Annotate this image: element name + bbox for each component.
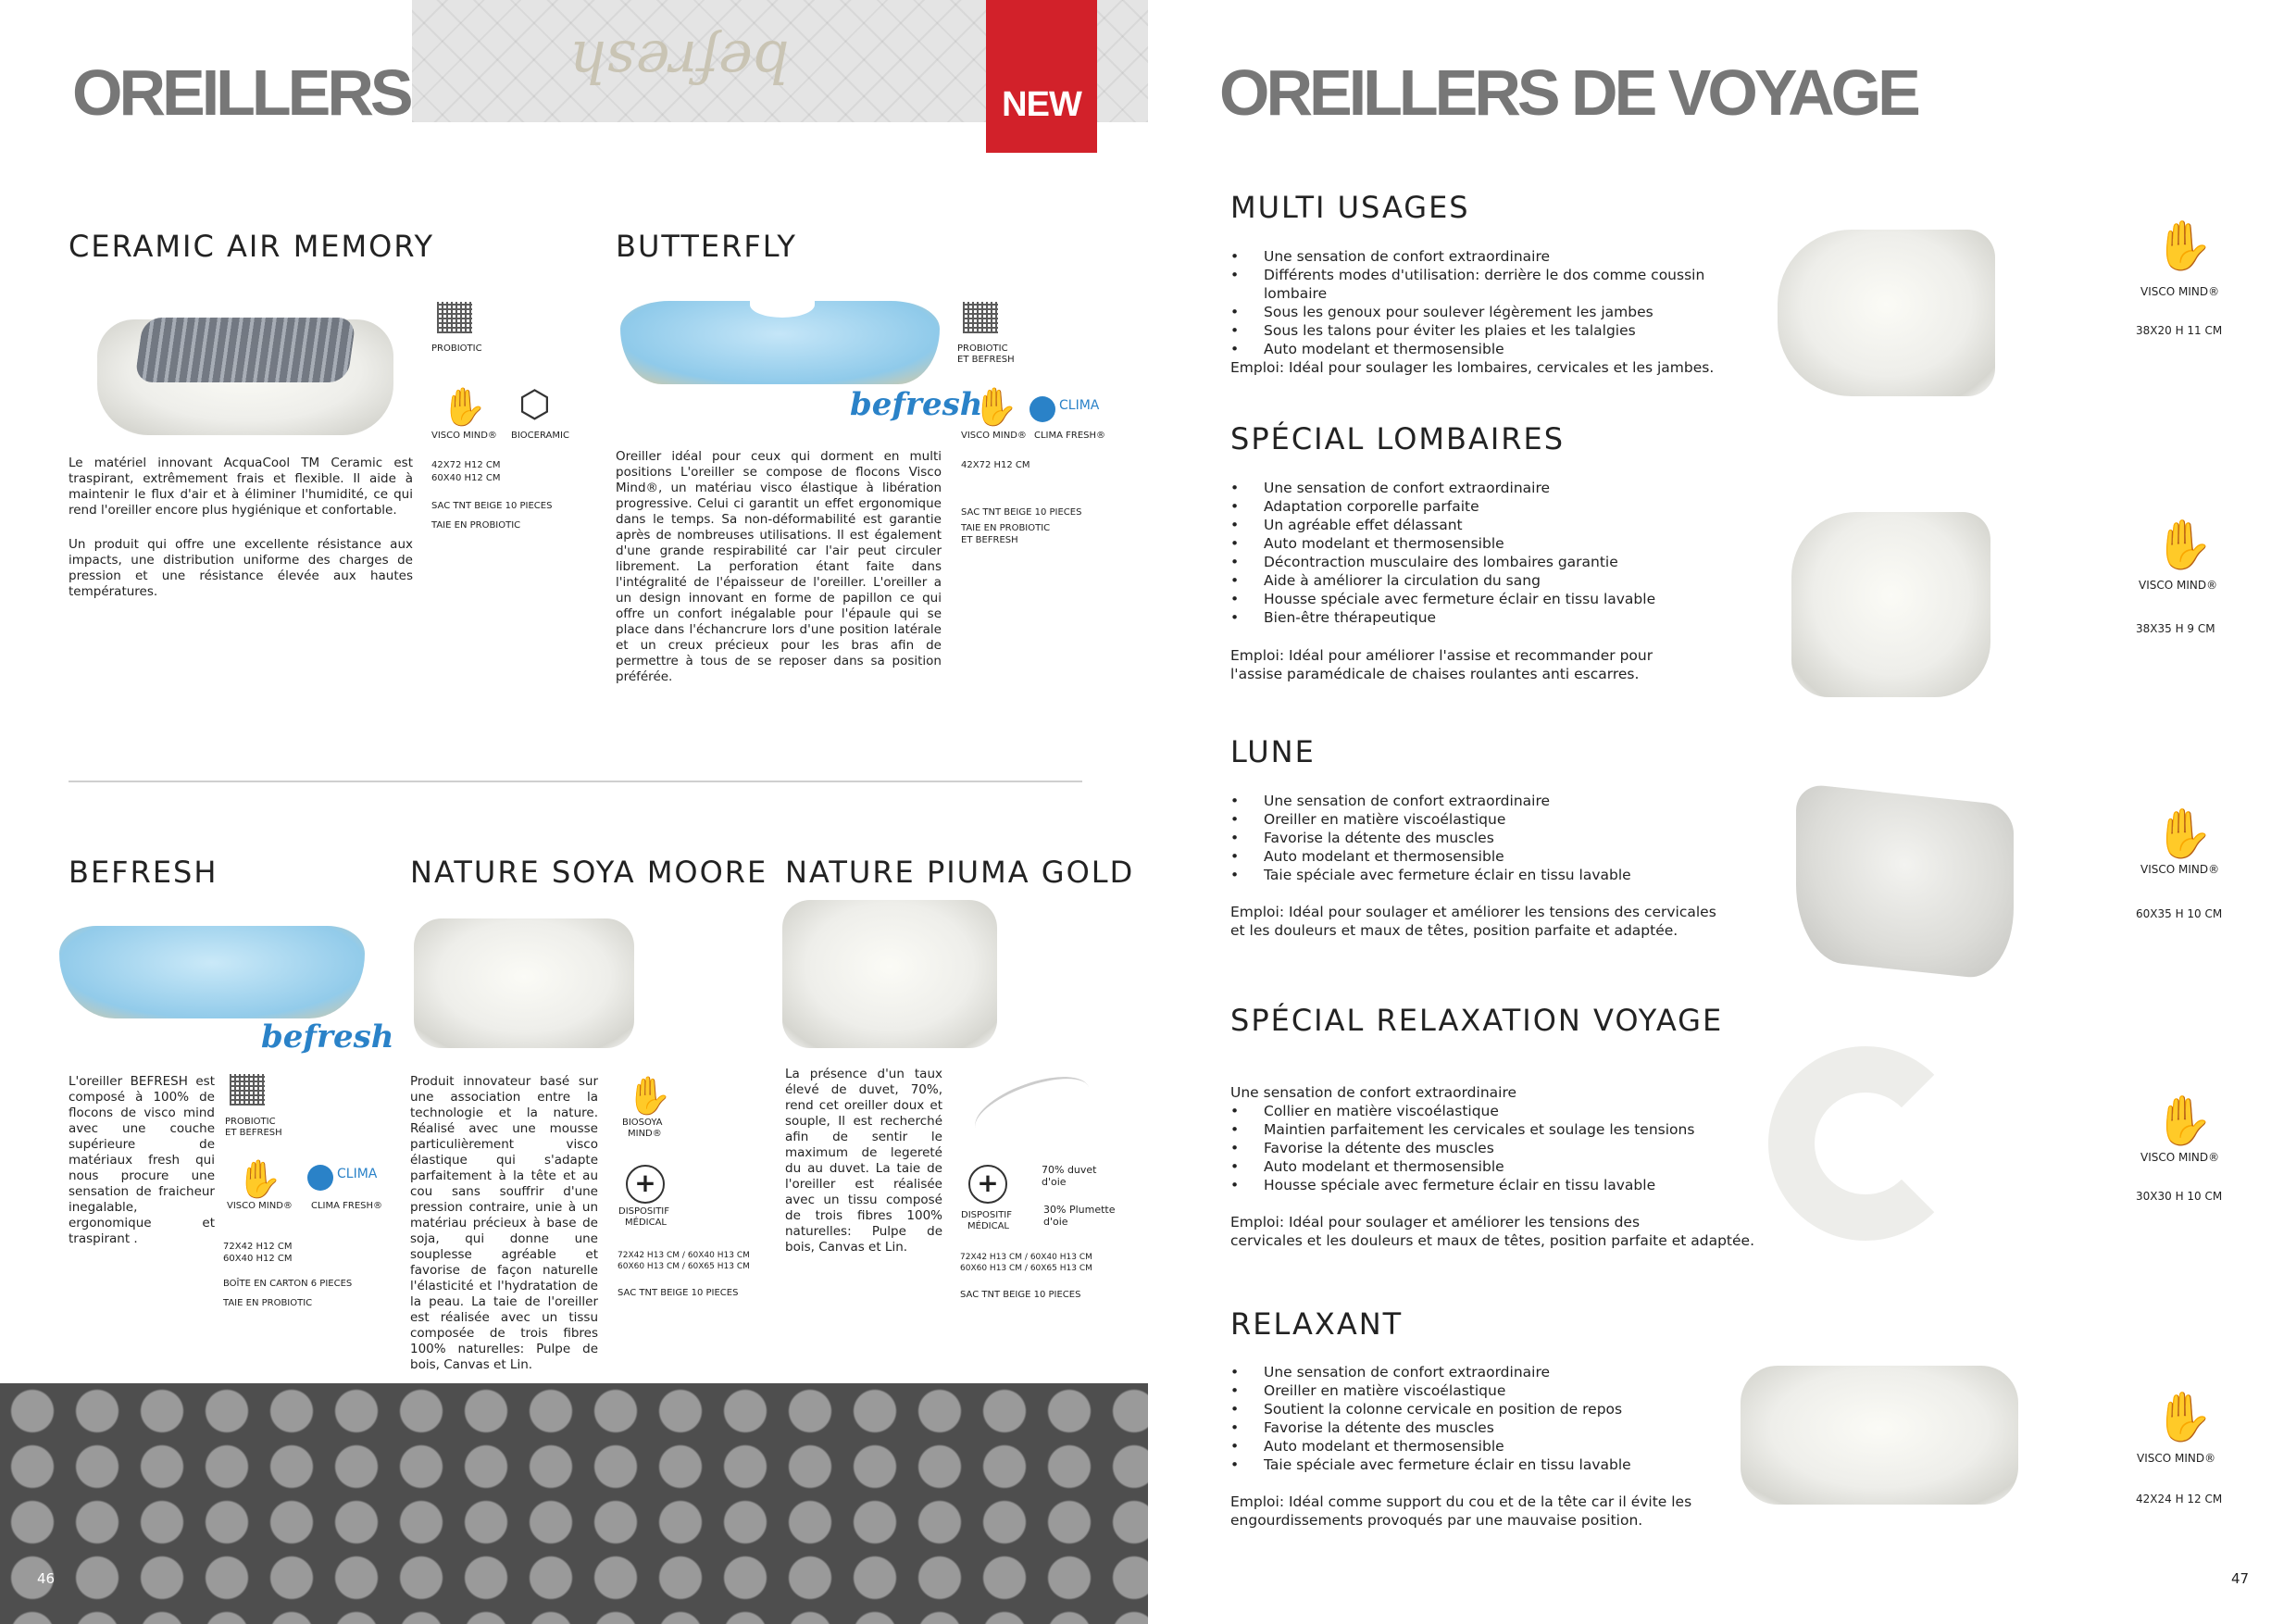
bullet-item: • Oreiller en matière viscoélastique: [1230, 1381, 1749, 1400]
bullet-item: • Un agréable effet délassant: [1230, 516, 1749, 534]
section-divider: [69, 781, 1082, 782]
feature-label-visco: VISCO MIND®: [2140, 863, 2220, 876]
bullet-list: [1230, 247, 1749, 358]
feature-label-dispositif: DISPOSITIF: [961, 1210, 1013, 1220]
right-page: [1148, 0, 2296, 1624]
hand-icon: ✋: [236, 1158, 282, 1201]
climafresh-logo-text: CLIMA: [337, 1167, 378, 1181]
feature-label-duvet: 70% duvet: [1042, 1164, 1097, 1176]
hand-icon: ✋: [2153, 1390, 2214, 1445]
bullet-item: • Auto modelant et thermosensible: [1230, 1437, 1749, 1455]
product-title-befresh: BEFRESH: [69, 855, 218, 890]
feather-icon: [967, 1064, 1097, 1151]
hand-icon: ✋: [2153, 806, 2214, 862]
product-title-relaxation: SPÉCIAL RELAXATION VOYAGE: [1230, 1003, 1724, 1038]
feature-label-climafresh: CLIMA FRESH®: [1034, 431, 1106, 441]
emploi-text: engourdissements provoqués par une mauvaise position.: [1230, 1512, 1643, 1529]
size-label: 72X42 H13 CM / 60X40 H13 CM: [618, 1251, 750, 1260]
bullet-item: • Sous les talons pour éviter les plaies et les talalgies: [1230, 321, 1749, 340]
size-label: 60X40 H12 CM: [431, 473, 501, 483]
bullet-item: • Soutient la colonne cervicale en position de repos: [1230, 1400, 1749, 1418]
feature-label-befresh: ET BEFRESH: [957, 355, 1015, 365]
pillow-image-neck: [1768, 1037, 1972, 1250]
hand-icon: ✋: [2153, 518, 2214, 573]
size-label: 42X72 H12 CM: [961, 460, 1030, 470]
feature-label-dispositif: DISPOSITIF: [618, 1206, 670, 1217]
bullet-item: • Housse spéciale avec fermeture éclair en tissu lavable: [1230, 590, 1749, 608]
hand-icon: ✋: [2153, 1093, 2214, 1149]
bullet-item: • Une sensation de confort extraordinaire: [1230, 1363, 1749, 1381]
quilt-brand-text: befresh: [569, 28, 790, 95]
bullet-item: • Une sensation de confort extraordinaire: [1230, 479, 1749, 497]
emploi-text: Emploi: Idéal pour soulager et améliorer les tensions des: [1230, 1214, 1641, 1230]
page-number: 46: [37, 1570, 56, 1587]
pack-label: SAC TNT BEIGE 10 PIECES: [431, 501, 553, 511]
medical-cross-icon: +: [626, 1165, 665, 1204]
bullet-item: • Sous les genoux pour soulever légèrement les jambes: [1230, 303, 1749, 321]
quilt-texture-strip: [1097, 0, 1148, 122]
feature-label-climafresh: CLIMA FRESH®: [311, 1201, 383, 1211]
bullet-item: • Auto modelant et thermosensible: [1230, 1157, 1749, 1176]
size-label: 42X72 H12 CM: [431, 460, 501, 470]
feature-label-visco: VISCO MIND®: [961, 431, 1027, 441]
bullet-item: • Favorise la détente des muscles: [1230, 829, 1749, 847]
probiotic-icon: [437, 302, 472, 333]
hand-icon: ✋: [972, 386, 1018, 429]
feature-label-visco: VISCO MIND®: [2137, 1452, 2216, 1465]
pillow-image-soya: [414, 918, 634, 1048]
bullet-list: [1230, 1102, 1749, 1194]
size-label: 60X60 H13 CM / 60X65 H13 CM: [618, 1262, 750, 1271]
product-description-soya: Produit innovateur basé sur une association entre la technologie et la nature. Réalisé avec une mousse particulièrement visco élastique qui s'adapte parfaitement à la tête et au cou sans souffrir d'une pression contraire, unie à un matériau précieux à base de soja, qui donne une souplesse agréable et favorise de façon naturelle l'élasticité et l'hydratation de la peau. La taie de l'oreiller est réalisée avec un tissu composée de trois fibres 100% naturelles: Pulpe de bois, Canvas et Lin.: [410, 1074, 598, 1372]
befresh-logo: befresh: [261, 1018, 394, 1056]
feature-label-plumette-oie: d'oie: [1043, 1216, 1068, 1228]
emploi-text: Emploi: Idéal comme support du cou et de la tête car il évite les: [1230, 1493, 1692, 1510]
bullet-item: • Différents modes d'utilisation: derrière le dos comme coussin lombaire: [1230, 266, 1749, 303]
pack-label: SAC TNT BEIGE 10 PIECES: [961, 507, 1082, 518]
product-title-lombaires: SPÉCIAL LOMBAIRES: [1230, 421, 1566, 456]
product-title-lune: LUNE: [1230, 734, 1316, 769]
product-description-ceramic-2: Un produit qui offre une excellente résistance aux impacts, une distribution uniforme des charges de pression et une résistance élevée aux hautes températures.: [69, 537, 413, 599]
feature-label-visco: VISCO MIND®: [227, 1201, 293, 1211]
size-label: 60X35 H 10 CM: [2136, 907, 2223, 920]
emploi-text: Emploi: Idéal pour soulager et améliorer les tensions des cervicales: [1230, 904, 1716, 920]
size-label: 72X42 H12 CM: [223, 1242, 293, 1252]
befresh-logo: befresh: [850, 386, 983, 423]
product-title-butterfly: BUTTERFLY: [616, 229, 797, 264]
page-title-oreillers: OREILLERS: [72, 56, 410, 129]
pillow-image-multi: [1778, 230, 1995, 396]
bullet-item: • Auto modelant et thermosensible: [1230, 534, 1749, 553]
bullet-item: • Housse spéciale avec fermeture éclair en tissu lavable: [1230, 1176, 1749, 1194]
product-title-soya: NATURE SOYA MOORE: [410, 855, 768, 890]
climafresh-logo: [307, 1165, 333, 1191]
size-label: 38X35 H 9 CM: [2136, 622, 2215, 635]
probiotic-icon: [230, 1074, 265, 1106]
feature-label-medical: MÉDICAL: [967, 1221, 1009, 1231]
feature-label-duvet-oie: d'oie: [1042, 1176, 1067, 1188]
feature-label-probiotic: PROBIOTIC: [225, 1117, 276, 1127]
pack-label: TAIE EN PROBIOTIC: [431, 520, 521, 531]
pack-label: BOÎTE EN CARTON 6 PIECES: [223, 1279, 353, 1289]
size-label: 38X20 H 11 CM: [2136, 324, 2223, 337]
feature-label-probiotic: PROBIOTIC: [957, 344, 1008, 354]
feature-label-visco: VISCO MIND®: [431, 431, 497, 441]
size-label: 72X42 H13 CM / 60X40 H13 CM: [960, 1253, 1092, 1262]
new-badge: [986, 0, 1097, 153]
feature-label-befresh: ET BEFRESH: [225, 1128, 282, 1138]
bullet-item: • Maintien parfaitement les cervicales et soulage les tensions: [1230, 1120, 1749, 1139]
bullet-item: • Taie spéciale avec fermeture éclair en tissu lavable: [1230, 1455, 1749, 1474]
bullet-item: • Décontraction musculaire des lombaires garantie: [1230, 553, 1749, 571]
pack-label: ET BEFRESH: [961, 535, 1018, 545]
bullet-item: • Collier en matière viscoélastique: [1230, 1102, 1749, 1120]
bullet-item: • Oreiller en matière viscoélastique: [1230, 810, 1749, 829]
product-description-befresh: L'oreiller BEFRESH est composé à 100% de flocons de visco mind avec une couche supérieure de matériaux fresh qui nous procure une sensation de fraicheur inegalable, ergonomique et traspirant .: [69, 1074, 215, 1246]
pillow-image-ceramic: [97, 301, 393, 440]
bullet-item: • Adaptation corporelle parfaite: [1230, 497, 1749, 516]
pack-label: SAC TNT BEIGE 10 PIECES: [960, 1290, 1081, 1300]
hand-icon: ✋: [441, 386, 487, 429]
pack-label: SAC TNT BEIGE 10 PIECES: [618, 1288, 739, 1298]
size-label: 60X40 H12 CM: [223, 1254, 293, 1264]
hexagon-icon: ⬡: [518, 383, 551, 426]
emploi-text: l'assise paramédicale de chaises roulantes anti escarres.: [1230, 666, 1640, 682]
bullet-item: • Aide à améliorer la circulation du sang: [1230, 571, 1749, 590]
bullet-item: • Bien-être thérapeutique: [1230, 608, 1749, 627]
feature-label-plumette: 30% Plumette: [1043, 1204, 1116, 1216]
size-label: 30X30 H 10 CM: [2136, 1190, 2223, 1203]
size-label: 42X24 H 12 CM: [2136, 1493, 2223, 1505]
page-number: 47: [2231, 1570, 2250, 1587]
climafresh-logo-text: CLIMA: [1059, 398, 1100, 413]
product-description-ceramic: Le matériel innovant AcquaCool TM Ceramic est traspirant, extrêmement frais et flexible. Il aide à maintenir le flux d'air et à éliminer l'humidité, ce qui rend l'oreiller encore plus hygiénique et confortable.: [69, 456, 413, 518]
quilt-texture-image: [412, 0, 986, 122]
probiotic-icon: [963, 302, 998, 333]
bullet-item: • Favorise la détente des muscles: [1230, 1418, 1749, 1437]
feature-label-visco: VISCO MIND®: [2140, 285, 2220, 298]
feature-label-visco: VISCO MIND®: [2140, 1151, 2220, 1164]
hand-icon: ✋: [2153, 219, 2214, 274]
product-title-relaxant: RELAXANT: [1230, 1306, 1404, 1342]
intro-text: Une sensation de confort extraordinaire: [1230, 1084, 1517, 1101]
bullet-list: [1230, 1363, 1749, 1474]
foam-texture-image: [0, 1383, 1148, 1624]
medical-cross-icon: +: [968, 1165, 1007, 1204]
page-title-oreillers-voyage: OREILLERS DE VOYAGE: [1219, 56, 1917, 129]
size-label: 60X60 H13 CM / 60X65 H13 CM: [960, 1264, 1092, 1273]
bullet-item: • Taie spéciale avec fermeture éclair en tissu lavable: [1230, 866, 1749, 884]
feature-label-biosoya-mind: MIND®: [628, 1129, 662, 1139]
feature-label-bioceramic: BIOCERAMIC: [511, 431, 569, 441]
bullet-item: • Auto modelant et thermosensible: [1230, 847, 1749, 866]
product-title-ceramic: CERAMIC AIR MEMORY: [69, 229, 435, 264]
bullet-item: • Favorise la détente des muscles: [1230, 1139, 1749, 1157]
emploi-text: Emploi: Idéal pour soulager les lombaires, cervicales et les jambes.: [1230, 359, 1715, 376]
new-badge-text: NEW: [1002, 85, 1081, 124]
pack-label: TAIE EN PROBIOTIC: [223, 1298, 313, 1308]
pillow-image-piuma: [782, 900, 997, 1048]
product-description-butterfly: Oreiller idéal pour ceux qui dorment en multi positions L'oreiller se compose de flocons Visco Mind®, un matériau visco élastique à libération progressive. Celui ci garantit un effet ergonomique dans le temps. Sa non-déformabilité est garantie après de nombreuses utilisations. Il est également d'une grande respirabilité car l'air peut circuler librement. La perforation étant faite dans l'intégralité de l'épaisseur de l'oreiller. L'oreiller a un design innovant en forme de papillon ce qui offre un confort inégalable pour l'épaule qui se place dans l'échancrure lors d'une position latérale et un creux précieux pour les bras afin de permettre à tous de se reposer dans sa position préférée.: [616, 449, 942, 684]
pillow-image-lombaires: [1791, 512, 1990, 697]
emploi-text: Emploi: Idéal pour améliorer l'assise et recommander pour: [1230, 647, 1653, 664]
feature-label-medical: MÉDICAL: [625, 1218, 667, 1228]
product-title-piuma: NATURE PIUMA GOLD: [785, 855, 1135, 890]
feature-label-probiotic: PROBIOTIC: [431, 344, 482, 354]
pillow-image-lune: [1796, 783, 2014, 982]
bullet-list: [1230, 479, 1749, 627]
product-description-piuma: La présence d'un taux élevé de duvet, 70%, rend cet oreiller doux et souple, Il est recherché afin de sentir le maximum de legereté du au duvet. La taie de l'oreiller est réalisée avec un tissu composé de trois fibres 100% naturelles: Pulpe de bois, Canvas et Lin.: [785, 1067, 942, 1255]
bullet-item: • Une sensation de confort extraordinaire: [1230, 247, 1749, 266]
feature-label-visco: VISCO MIND®: [2139, 579, 2218, 592]
bullet-item: • Auto modelant et thermosensible: [1230, 340, 1749, 358]
emploi-text: cervicales et les douleurs et maux de têtes, position parfaite et adaptée.: [1230, 1232, 1754, 1249]
hand-icon: ✋: [626, 1075, 672, 1118]
pack-label: TAIE EN PROBIOTIC: [961, 523, 1051, 533]
bullet-list: [1230, 792, 1749, 884]
pillow-image-relaxant: [1741, 1366, 2018, 1505]
feature-label-biosoya: BIOSOYA: [622, 1118, 663, 1128]
emploi-text: et les douleurs et maux de têtes, position parfaite et adaptée.: [1230, 922, 1678, 939]
bullet-item: • Une sensation de confort extraordinaire: [1230, 792, 1749, 810]
product-title-multi: MULTI USAGES: [1230, 190, 1470, 225]
climafresh-logo: [1029, 396, 1055, 422]
